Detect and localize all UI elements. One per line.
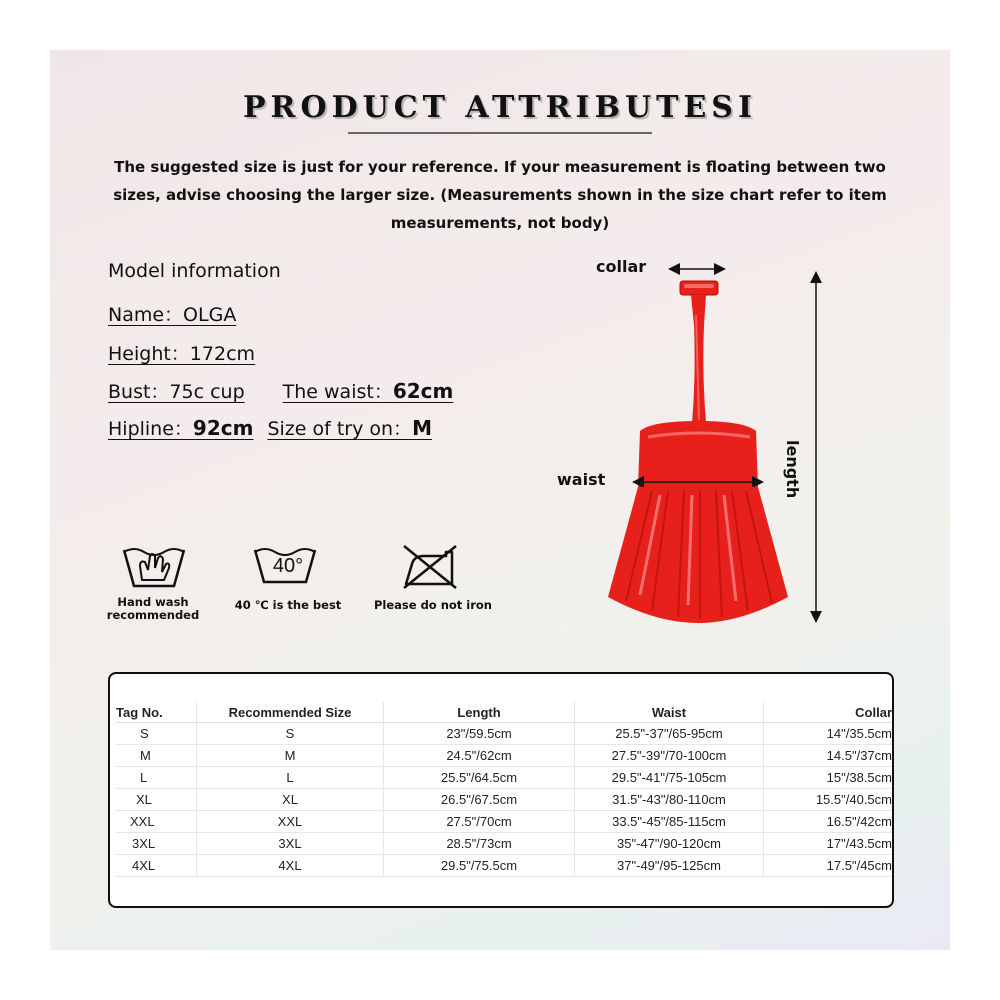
cell-waist: 33.5"-45"/85-115cm	[575, 811, 764, 833]
cell-length: 29.5"/75.5cm	[384, 855, 575, 877]
wash-40-label: 40 ℃ is the best	[234, 598, 342, 612]
cell-collar: 14.5"/37cm	[764, 745, 893, 767]
cell-recommended: S	[197, 723, 384, 745]
waist-label: waist	[557, 470, 606, 489]
header-length: Length	[384, 702, 575, 723]
cell-tag: XXL	[116, 811, 197, 833]
cell-waist: 31.5"-43"/80-110cm	[575, 789, 764, 811]
cell-collar: 15.5"/40.5cm	[764, 789, 893, 811]
cell-length: 24.5"/62cm	[384, 745, 575, 767]
header-recommended-size: Recommended Size	[197, 702, 384, 723]
wash-temperature: 40°	[272, 555, 304, 577]
cell-collar: 17.5"/45cm	[764, 855, 893, 877]
length-label: length	[783, 440, 802, 499]
header-waist: Waist	[575, 702, 764, 723]
cell-length: 25.5"/64.5cm	[384, 767, 575, 789]
cell-tag: S	[116, 723, 197, 745]
cell-collar: 16.5"/42cm	[764, 811, 893, 833]
model-size-label: Size of try on：	[267, 418, 413, 440]
cell-tag: M	[116, 745, 197, 767]
cell-recommended: 4XL	[197, 855, 384, 877]
table-row	[116, 833, 892, 855]
cell-recommended: XXL	[197, 811, 384, 833]
title-underline	[348, 132, 652, 134]
cell-recommended: 3XL	[197, 833, 384, 855]
cell-tag: 4XL	[116, 855, 197, 877]
no-iron-icon	[400, 542, 460, 590]
product-attributes-panel	[50, 50, 950, 950]
cell-waist: 25.5"-37"/65-95cm	[575, 723, 764, 745]
hand-wash-icon	[120, 540, 188, 590]
table-row	[116, 855, 892, 877]
table-row	[116, 789, 892, 811]
model-hip-value: 92cm	[192, 416, 254, 440]
header-collar: Collar	[764, 702, 893, 723]
cell-recommended: L	[197, 767, 384, 789]
no-iron-label: Please do not iron	[373, 598, 492, 612]
model-height: Height：172cm	[108, 343, 256, 365]
cell-recommended: XL	[197, 789, 384, 811]
cell-waist: 37"-49"/95-125cm	[575, 855, 764, 877]
cell-length: 28.5"/73cm	[384, 833, 575, 855]
table-header-row	[116, 702, 892, 723]
garment-diagram	[590, 255, 850, 640]
cell-collar: 15"/38.5cm	[764, 767, 893, 789]
size-notice: The suggested size is just for your reference. If your measurement is floating between two sizes, advise choosing the larger size. (Measurements shown in the size chart refer to item measurements, not body)	[113, 158, 887, 232]
size-chart	[108, 672, 894, 908]
hand-wash-label: Hand wash recommended	[106, 595, 200, 622]
cell-tag: L	[116, 767, 197, 789]
cell-tag: 3XL	[116, 833, 197, 855]
cell-tag: XL	[116, 789, 197, 811]
model-bust-waist	[108, 377, 453, 404]
size-table	[116, 702, 892, 877]
model-bust: Bust：75c cup	[108, 381, 245, 403]
cell-waist: 27.5"-39"/70-100cm	[575, 745, 764, 767]
collar-label: collar	[596, 257, 647, 276]
table-row	[116, 745, 892, 767]
model-name: Name：OLGA	[108, 304, 237, 326]
model-waist-label: The waist：	[282, 381, 393, 403]
cell-length: 26.5"/67.5cm	[384, 789, 575, 811]
model-info-heading: Model information	[108, 260, 281, 282]
cell-length: 23"/59.5cm	[384, 723, 575, 745]
cell-waist: 29.5"-41"/75-105cm	[575, 767, 764, 789]
cell-collar: 14"/35.5cm	[764, 723, 893, 745]
cell-recommended: M	[197, 745, 384, 767]
cell-waist: 35"-47"/90-120cm	[575, 833, 764, 855]
model-waist-value: 62cm	[392, 379, 454, 403]
table-row	[116, 811, 892, 833]
table-row	[116, 767, 892, 789]
cell-collar: 17"/43.5cm	[764, 833, 893, 855]
cell-length: 27.5"/70cm	[384, 811, 575, 833]
model-size-value: M	[412, 416, 432, 440]
header-tag-no: Tag No.	[116, 702, 197, 723]
table-row	[116, 723, 892, 745]
page-title: PRODUCT ATTRIBUTESI	[242, 90, 758, 125]
model-hip-label: Hipline：	[108, 418, 193, 440]
model-hip-size	[108, 414, 432, 441]
